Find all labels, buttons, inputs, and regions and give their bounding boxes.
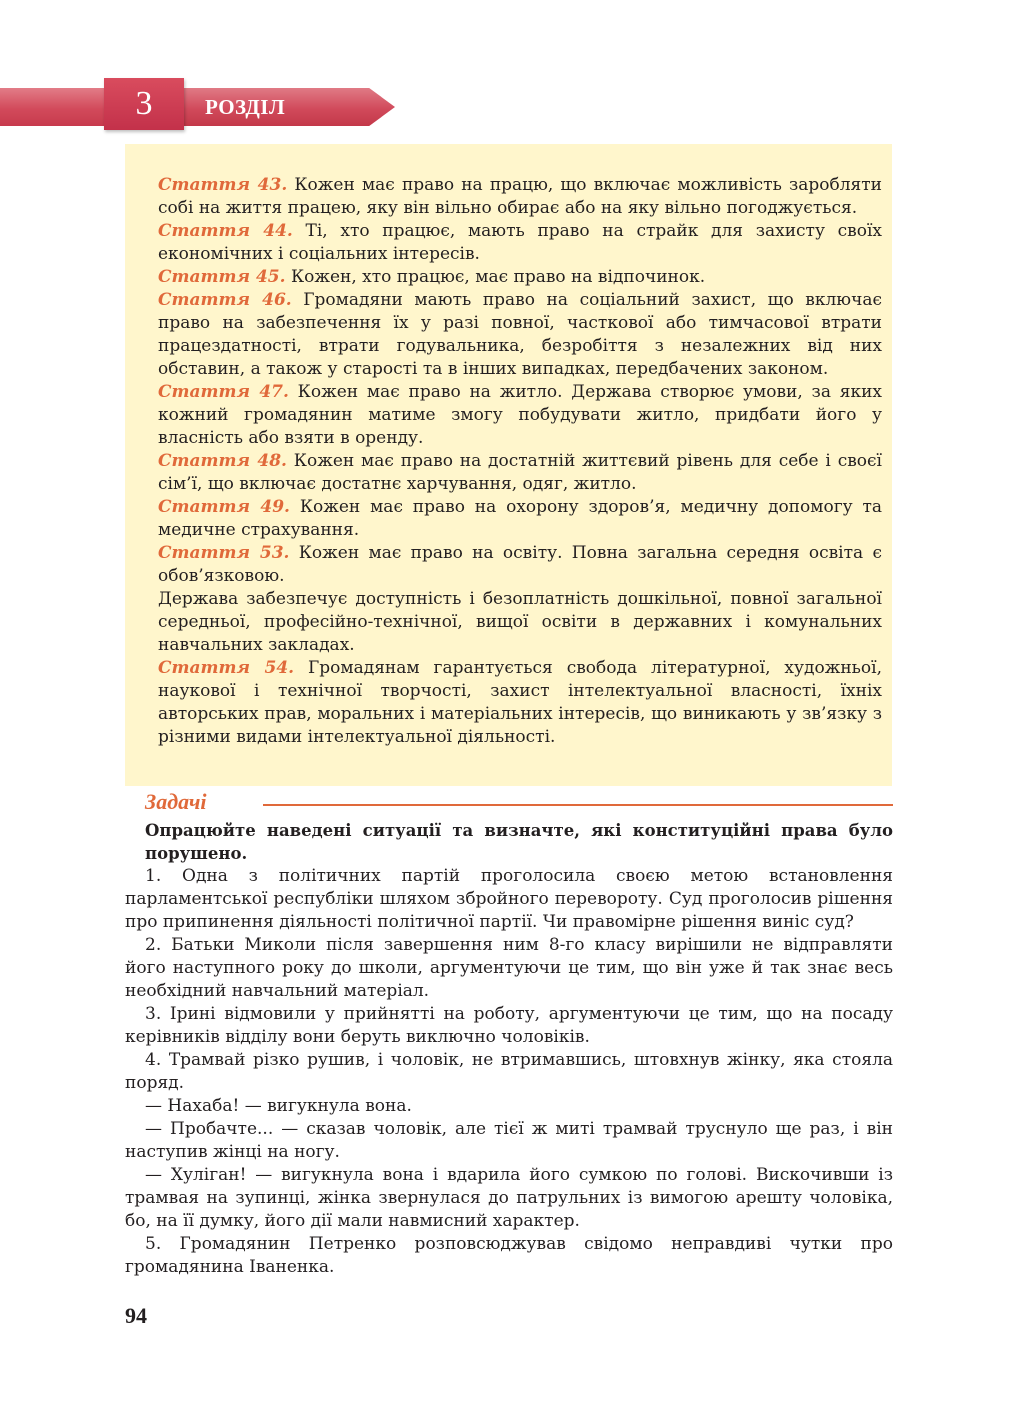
article-45: Стаття 45. Кожен, хто працює, має право на відпочинок. xyxy=(158,267,706,287)
article-47: Стаття 47. Кожен має право на житло. Держава створює умови, за яких кожний громадянин матиме змогу побудувати житло, придбати його у власність або взяти в оренду. xyxy=(158,382,882,448)
page-number: 94 xyxy=(125,1303,147,1328)
task-item: 4. Трамвай різко рушив, і чоловік, не втримавшись, штовхнув жінку, яка стояла поряд. xyxy=(125,1050,893,1093)
task-item: 1. Одна з політичних партій проголосила своєю метою встановлення парламентської республіки шляхом збройного перевороту. Суд проголосив рішення про припинення діяльності політичної партії. Чи правомірне рішення виніс суд? xyxy=(125,866,893,932)
article-43: Стаття 43. Кожен має право на працю, що включає можливість заробляти собі на життя працею, яку він вільно обирає або на яку вільно погоджується. xyxy=(158,175,882,218)
tasks-rule xyxy=(263,804,893,806)
articles-box xyxy=(125,144,892,786)
task-item: 5. Громадянин Петренко розповсюджував свідомо неправдиві чутки про громадянина Іваненка. xyxy=(125,1234,893,1277)
article-53-continued: Держава забезпечує доступність і безоплатність дошкільної, повної загальної середньої, професійно-технічної, вищої освіти в державних і комунальних навчальних закладах. xyxy=(158,589,882,655)
dialog-line: — Пробачте... — сказав чоловік, але тієї ж миті трамвай труснуло ще раз, і він наступив жінці на ногу. xyxy=(125,1119,893,1162)
article-48: Стаття 48. Кожен має право на достатній життєвий рівень для себе і своєї сім’ї, що включає достатнє харчування, одяг, житло. xyxy=(158,451,882,494)
task-item: 3. Ірині відмовили у прийнятті на роботу, аргументуючи це тим, що на посаду керівників відділу вони беруть виключно чоловіків. xyxy=(125,1004,893,1047)
article-53: Стаття 53. Кожен має право на освіту. Повна загальна середня освіта є обов’язковою. xyxy=(158,543,882,586)
tasks-section xyxy=(125,789,893,1279)
article-49: Стаття 49. Кожен має право на охорону здоров’я, медичну допомогу та медичне страхування. xyxy=(158,497,882,540)
tasks-title: Задачі xyxy=(145,789,207,814)
chapter-label: РОЗДІЛ xyxy=(205,94,286,119)
task-item: 2. Батьки Миколи після завершення ним 8-го класу вирішили не відправляти його наступного року до школи, аргументуючи це тим, що він уже й так знає весь необхідний навчальний матеріал. xyxy=(125,935,893,1001)
chapter-header xyxy=(0,78,400,130)
tasks-intro: Опрацюйте наведені ситуації та визначте, які конституційні права було порушено. xyxy=(145,821,893,863)
article-44: Стаття 44. Ті, хто працює, мають право на страйк для захисту своїх економічних і соціальних інтересів. xyxy=(158,221,882,264)
tasks-header xyxy=(125,789,893,819)
dialog-line: — Хуліган! — вигукнула вона і вдарила його сумкою по голові. Вискочивши із трамвая на зупинці, жінка звернулася до патрульних із вимогою арешту чоловіка, бо, на її думку, його дії мали навмисний характер. xyxy=(125,1165,893,1231)
chapter-number: 3 xyxy=(104,78,184,130)
chapter-bar-left xyxy=(0,88,104,126)
dialog-line: — Нахаба! — вигукнула вона. xyxy=(145,1096,412,1116)
article-54: Стаття 54. Громадянам гарантується свобода літературної, художньої, наукової і технічної творчості, захист інтелектуальної власності, їхніх авторських прав, моральних і матеріальних інтересів, що виникають у зв’язку з різними видами інтелектуальної діяльності. xyxy=(158,658,882,747)
article-46: Стаття 46. Громадяни мають право на соціальний захист, що включає право на забезпечення їх у разі повної, часткової або тимчасової втрати працездатності, втрати годувальника, безробіття з незалежних від них обставин, а також у старості та в інших випадках, передбачених законом. xyxy=(158,290,882,379)
